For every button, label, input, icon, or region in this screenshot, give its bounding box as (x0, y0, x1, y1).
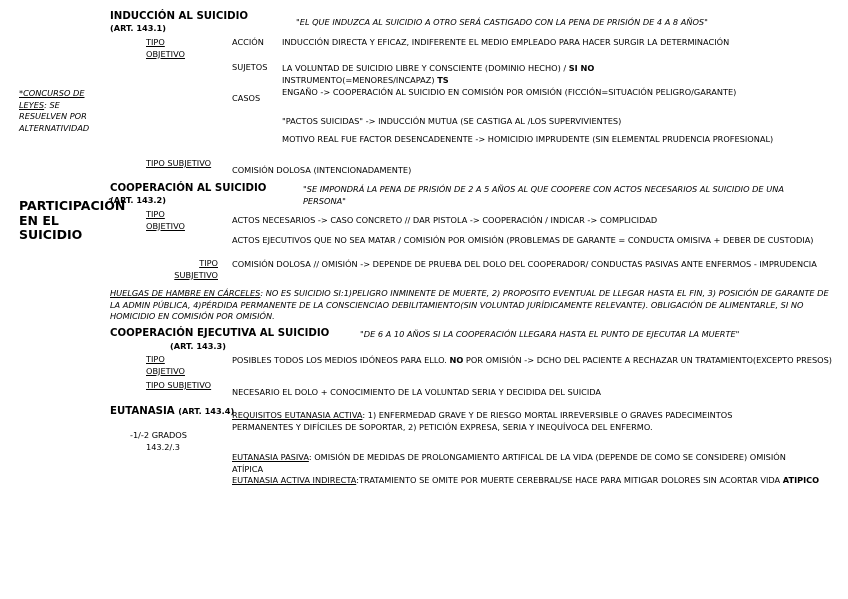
s4-activa-label: REQUISITOS EUTANASIA ACTIVA (232, 410, 363, 420)
s4-heading-text: EUTANASIA (110, 406, 175, 417)
s4-indirecta-label: EUTANASIA ACTIVA INDIRECTA (232, 475, 357, 485)
s4-pasiva-text: : OMISIÓN DE MEDIDAS DE PROLONGAMIENTO ARTIFICAL DE LA VIDA (DEPENDE DE COMO SE CONSIDERE) OMISIÓN ATÍPICA (232, 452, 786, 474)
s4-indirecta (232, 475, 832, 487)
s1-caso-3: MOTIVO REAL FUE FACTOR DESENCADENENTE -> HOMICIDIO IMPRUDENTE (SIN ELEMENTAL PRUDENCIA PROFESIONAL) (282, 134, 774, 144)
s1-caso-2: "PACTOS SUICIDAS" -> INDUCCIÓN MUTUA (SE CASTIGA AL /LOS SUPERVIVIENTES) (282, 116, 622, 126)
s2-obj-1: ACTOS NECESARIOS -> CASO CONCRETO // DAR PISTOLA -> COOPERACIÓN / INDICAR -> COMPLICIDAD (232, 215, 658, 225)
s4-indirecta-bold: ATIPICO (782, 475, 820, 485)
s1-sujetos-text-a: LA VOLUNTAD DE SUICIDIO LIBRE Y CONSCIENTE (DOMINIO HECHO) / (282, 63, 567, 73)
s1-sujetos-bold: SI NO (568, 63, 595, 73)
s1-subjetivo-text: COMISIÓN DOLOSA (INTENCIONADAMENTE) (232, 165, 412, 175)
s2-subj: COMISIÓN DOLOSA // OMISIÓN -> DEPENDE DE PRUEBA DEL DOLO DEL COOPERADOR/ CONDUCTAS PASIVAS ANTE ENFERMOS - IMPRUDENCIA (232, 259, 817, 269)
s3-heading: COOPERACIÓN EJECUTIVA AL SUICIDIO (110, 328, 330, 339)
s1-sujetos-text (282, 63, 702, 86)
s1-accion-text: INDUCCIÓN DIRECTA Y EFICAZ, INDIFERENTE EL MEDIO EMPLEADO PARA HACER SURGIR LA DETERMINACIÓN (282, 37, 730, 47)
s1-quote: "EL QUE INDUZCA AL SUICIDIO A OTRO SERÁ CASTIGADO CON LA PENA DE PRISIÓN DE 4 A 8 AÑOS" (296, 17, 708, 27)
s1-tipo-subjetivo: TIPO SUBJETIVO (146, 158, 212, 168)
s2-huelgas-label: HUELGAS DE HAMBRE EN CÁRCELES (110, 288, 261, 298)
s4-pasiva-label: EUTANASIA PASIVA (232, 452, 309, 462)
s3-tipo-objetivo: TIPO OBJETIVO (146, 354, 185, 376)
s2-article: (ART. 143.2) (110, 195, 166, 205)
s2-obj-2: ACTOS EJECUTIVOS QUE NO SEA MATAR / COMISIÓN POR OMISIÓN (PROBLEMAS DE GARANTE = CONDUCTA OMISIVA + DEBER DE CUSTODIA) (232, 235, 814, 245)
s4-ref: 143.2/.3 (146, 442, 181, 452)
s3-obj-text2: POR OMISIÓN -> DCHO DEL PACIENTE A RECHAZAR UN TRATAMIENTO(EXCEPTO PRESOS) (465, 355, 832, 365)
s2-quote: "SE IMPONDRÁ LA PENA DE PRISIÓN DE 2 A 5 AÑOS AL QUE COOPERE CON ACTOS NECESARIOS AL SUICIDIO DE UNA PERSONA" (303, 184, 784, 206)
s2-tipo-subjetivo: TIPO SUBJETIVO (174, 258, 218, 280)
side-note-text: : SE RESUELVEN POR ALTERNATIVIDAD (19, 99, 90, 133)
side-note-label: *CONCURSO DE LEYES (19, 88, 85, 110)
s4-heading (110, 406, 234, 418)
s1-caso-1: ENGAÑO -> COOPERACIÓN AL SUICIDIO EN COMISIÓN POR OMISIÓN (FICCIÓN=SITUACIÓN PELIGRO/GARANTE) (282, 87, 737, 97)
s4-activa-text: : 1) ENFERMEDAD GRAVE Y DE RIESGO MORTAL IRREVERSIBLE O GRAVES PADECIMEINTOS PERMANENTES Y DIFÍCILES DE SOPORTAR, 2) PETICIÓN EXPRESA, SERIA Y INEQUÍVOCA DEL ENFERMO. (232, 410, 733, 432)
s3-article: (ART. 143.3) (170, 341, 226, 351)
side-note (19, 88, 105, 134)
s1-heading: INDUCCIÓN AL SUICIDIO (110, 11, 249, 22)
s1-casos-label: CASOS (232, 93, 261, 103)
s1-tipo-objetivo: TIPO OBJETIVO (146, 37, 185, 59)
s2-huelgas (110, 288, 832, 323)
s1-sujetos-label: SUJETOS (232, 62, 268, 72)
s4-pasiva (232, 452, 812, 475)
s4-indirecta-text: :TRATAMIENTO SE OMITE POR MUERTE CEREBRAL/SE HACE PARA MITIGAR DOLORES SIN ACORTAR VIDA (356, 475, 781, 485)
s3-quote: "DE 6 A 10 AÑOS SI LA COOPERACIÓN LLEGARA HASTA EL PUNTO DE EJECUTAR LA MUERTE" (360, 329, 740, 339)
s2-tipo-objetivo: TIPO OBJETIVO (146, 209, 185, 231)
main-title: PARTICIPACIÓN EN EL SUICIDIO (19, 198, 126, 242)
s1-accion-label: ACCIÓN (232, 37, 264, 47)
s4-article: (ART. 143.4) (178, 406, 235, 416)
s1-article: (ART. 143.1) (110, 23, 166, 33)
s3-obj-text: POSIBLES TODOS LOS MEDIOS IDÓNEOS PARA ELLO. (232, 355, 447, 365)
s4-grados: -1/-2 GRADOS (130, 430, 187, 440)
s4-activa (232, 410, 792, 433)
s3-tipo-subjetivo: TIPO SUBJETIVO (146, 380, 212, 390)
s3-subj: NECESARIO EL DOLO + CONOCIMIENTO DE LA VOLUNTAD SERIA Y DECIDIDA DEL SUICIDA (232, 387, 602, 397)
s3-obj-bold: NO (449, 355, 464, 365)
s2-heading: COOPERACIÓN AL SUICIDIO (110, 183, 267, 194)
s1-sujetos-bold2: TS (437, 74, 449, 85)
s1-sujetos-text-b: INSTRUMENTO(=MENORES/INCAPAZ) (282, 74, 435, 85)
s2-huelgas-text: : NO ES SUICIDIO SI:1)PELIGRO INMINENTE DE MUERTE, 2) PROPOSITO EVENTUAL DE LLEGAR HASTA EL FIN, 3) POSICIÓN DE GARANTE DE LA ADMIN PÚBLICA, 4)PÉRDIDA PERMANENTE DE LA CONSCIENCIAO DEBILITAMIENTO(SIN VOLUNTAD JURÍDICAMENTE RELEVANTE). OBLIGACIÓN DE ALIMENTARLE, SI NO HOMICIDIO EN COMISIÓN POR OMISIÓN. (110, 288, 829, 321)
s3-obj (232, 355, 832, 367)
